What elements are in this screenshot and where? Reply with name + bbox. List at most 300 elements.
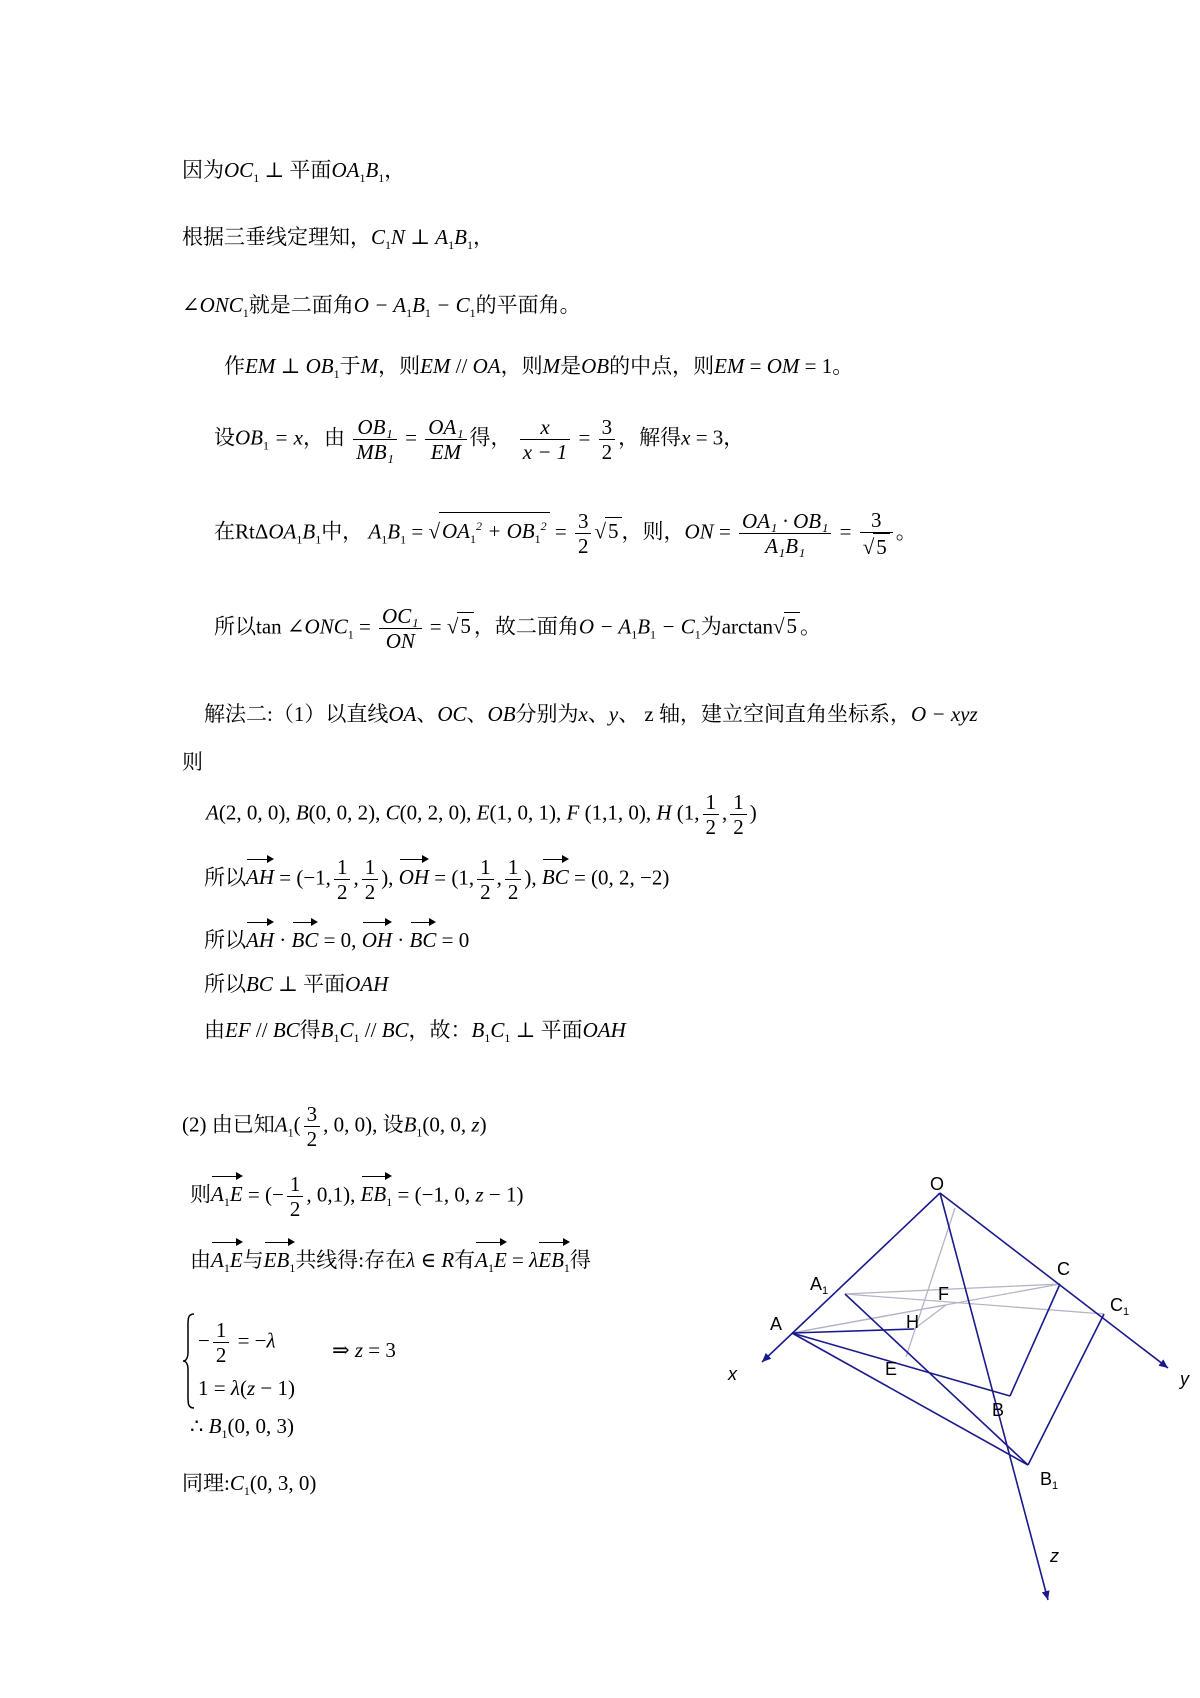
text: Δ	[254, 519, 269, 544]
math: OB	[487, 702, 516, 726]
math: x	[681, 425, 691, 450]
text: ,	[353, 865, 359, 890]
denominator: 2	[507, 880, 519, 904]
text: 、 z 轴，建立空间直角坐标系，	[618, 702, 912, 726]
subscript: 1	[469, 532, 476, 547]
numerator: OA₁	[425, 415, 466, 440]
axis-y	[940, 1193, 1168, 1368]
text: ⊥	[405, 225, 436, 249]
math: A	[206, 800, 219, 825]
fraction	[505, 855, 522, 904]
numerator: OB₁	[353, 415, 397, 440]
label-F: F	[938, 1284, 949, 1304]
math: B	[412, 293, 425, 317]
vector	[538, 1240, 570, 1282]
text: 所以	[204, 972, 246, 996]
math: z	[354, 1338, 364, 1362]
system-line-2	[198, 1374, 295, 1402]
text: ∠	[182, 293, 200, 317]
denominator: 2	[306, 1127, 318, 1151]
subscript: 1	[563, 1261, 570, 1275]
text: =	[353, 614, 377, 639]
text: )	[479, 1112, 487, 1137]
text: (2) 由已知	[182, 1112, 275, 1137]
math: OA	[331, 158, 360, 182]
text: (	[293, 1112, 301, 1137]
math: E	[476, 800, 490, 825]
text: =	[399, 425, 423, 450]
numerator: 3	[860, 508, 893, 533]
text: ,	[722, 800, 728, 825]
subscript: 1	[466, 238, 473, 252]
math: OAH	[582, 1018, 626, 1042]
text: ,	[496, 865, 502, 890]
numerator: 3	[599, 415, 616, 440]
subscript: 1	[534, 532, 541, 547]
text: 设	[214, 425, 235, 450]
line-6: 在$Rt\Delta OA_1B_1$中， $A_1B_1 = √OA_1^2 + OB_1^2$ = $\frac{3}{2}$ √5 ，则，ON = $\frac{\text{OA₁ · OB₁}}{\text{A₁B₁}}$ = $\frac{3}{√5}$ 。	[214, 508, 917, 559]
math: λ	[406, 1248, 416, 1272]
label-x: x	[728, 1364, 737, 1384]
edge-O-E	[906, 1208, 955, 1357]
edge-A1-C1	[845, 1294, 1104, 1314]
label-A: A	[770, 1314, 783, 1334]
math: F	[566, 800, 580, 825]
numerator: 1	[730, 790, 747, 815]
math: OB	[235, 425, 263, 450]
subscript: 1	[223, 1261, 230, 1275]
line-12	[204, 920, 469, 954]
visible-edges	[762, 1193, 1168, 1600]
subscript: 1	[650, 627, 657, 642]
math: OC	[224, 158, 254, 182]
subscript: 1	[359, 171, 366, 185]
text: (1,1, 0),	[579, 800, 657, 825]
superscript: 2	[475, 519, 482, 534]
math: z	[246, 1376, 256, 1400]
text: 得	[299, 1018, 321, 1042]
math: EB	[538, 1248, 564, 1272]
math: = x	[269, 425, 303, 450]
math: OB	[305, 354, 334, 378]
math: H	[656, 800, 672, 825]
subscript: 1	[504, 1031, 511, 1045]
text: (0, 0,	[422, 1112, 472, 1137]
text: (0, 0, 2),	[308, 800, 386, 825]
line-17	[190, 1240, 591, 1282]
text: =	[549, 519, 572, 544]
text: 同理:	[182, 1471, 230, 1495]
text: 则	[182, 750, 203, 774]
numerator: 1	[505, 855, 522, 880]
text: 的平面角。	[475, 293, 581, 317]
fraction	[730, 790, 747, 839]
text: 、	[416, 702, 438, 726]
subscript: 1	[315, 532, 322, 547]
text: ⊥ 平面	[259, 158, 332, 182]
label-E: E	[885, 1359, 898, 1379]
subscript: 1	[631, 627, 638, 642]
math: B	[320, 1018, 334, 1042]
fraction	[379, 604, 421, 653]
superscript: 2	[540, 519, 547, 534]
text: ，	[384, 158, 406, 182]
left-brace	[182, 1312, 196, 1410]
label-B1: $B_1$	[1040, 1469, 1059, 1492]
text: 。	[800, 614, 822, 639]
denominator: 2	[336, 880, 348, 904]
subscript: 1	[221, 1427, 228, 1441]
text: − 1)	[483, 1182, 524, 1207]
math: C	[339, 1018, 354, 1042]
text: //	[250, 1018, 273, 1042]
numerator: 1	[477, 855, 494, 880]
subscript: 1	[448, 238, 455, 252]
denominator: 2	[733, 815, 744, 839]
math: OC	[437, 702, 467, 726]
line-9	[182, 748, 203, 776]
line-10	[206, 790, 757, 839]
text: 有	[454, 1248, 476, 1272]
text: //	[359, 1018, 382, 1042]
vector: OH	[399, 857, 429, 891]
subscript: 1	[287, 1125, 294, 1140]
fraction	[739, 509, 831, 558]
subscript: 1	[406, 306, 413, 320]
denominator: 2	[480, 880, 491, 904]
math: B	[295, 800, 309, 825]
text: 是	[560, 354, 582, 378]
math: EB	[263, 1248, 290, 1272]
subscript: 1	[333, 1031, 340, 1045]
math: OA	[441, 519, 470, 544]
numerator: x	[520, 415, 571, 440]
edge-A-C	[792, 1284, 1060, 1333]
text: 中，	[321, 519, 364, 544]
line-13	[204, 970, 388, 998]
text: 、	[587, 702, 609, 726]
math: A	[435, 225, 449, 249]
math: A	[475, 1248, 488, 1272]
text: (0, 0, 3)	[227, 1414, 294, 1438]
text: 在	[214, 519, 235, 544]
math: − C	[656, 614, 695, 639]
math: y	[608, 702, 619, 726]
math: A	[211, 1182, 224, 1207]
math: B	[208, 1414, 222, 1438]
line-8	[204, 700, 978, 728]
text: 于	[339, 354, 361, 378]
edge-C1-B1	[1028, 1314, 1104, 1465]
vector	[211, 1174, 243, 1216]
denominator: EM	[430, 440, 462, 464]
fraction	[304, 1102, 321, 1151]
math: − C	[430, 293, 470, 317]
math: E	[229, 1182, 243, 1207]
text: 的中点，则	[609, 354, 715, 378]
fraction	[353, 415, 397, 464]
text: 所以	[214, 614, 256, 639]
text: 根据三垂线定理知，	[182, 225, 371, 249]
system-line-1	[198, 1318, 276, 1367]
text: = (−1,	[274, 865, 331, 890]
vector	[211, 1240, 243, 1282]
text: = −	[232, 1328, 267, 1353]
math: B	[387, 519, 401, 544]
text: = 1。	[799, 354, 854, 378]
text: =	[506, 1248, 530, 1272]
line-3	[182, 291, 581, 327]
axis-z	[940, 1193, 1048, 1600]
square-root: 5	[784, 612, 801, 638]
denominator: 2	[601, 440, 613, 464]
text: ⊥ 平面	[510, 1018, 583, 1042]
vector	[361, 1174, 393, 1216]
math: M	[542, 354, 561, 378]
math: OA	[268, 519, 297, 544]
text: − 1)	[255, 1376, 295, 1400]
text: 与	[242, 1248, 264, 1272]
vector: BC	[292, 920, 319, 954]
math: B	[471, 1018, 485, 1042]
text: ，则，	[621, 519, 685, 544]
label-C1: $C_1$	[1110, 1295, 1130, 1318]
square-root	[439, 512, 550, 551]
math: A	[274, 1112, 288, 1137]
math: λ	[230, 1376, 240, 1400]
fraction	[213, 1318, 230, 1367]
label-B: B	[992, 1400, 1005, 1420]
denominator: A₁B₁	[765, 534, 806, 558]
subscript: 1	[253, 171, 260, 185]
line-16	[190, 1172, 523, 1221]
math: B	[403, 1112, 417, 1137]
text: 为	[700, 614, 722, 639]
denominator: MB₁	[356, 440, 394, 464]
text: ，由	[303, 425, 345, 450]
line-1	[182, 156, 405, 192]
numerator: 1	[703, 790, 720, 815]
math: B	[302, 519, 316, 544]
math: OM	[766, 354, 800, 378]
edge-A1-B1	[845, 1294, 1028, 1465]
math: B	[637, 614, 651, 639]
edge-A-B	[792, 1333, 1010, 1396]
math: + OB	[481, 519, 535, 544]
fraction	[520, 415, 571, 464]
text: (2, 0, 0),	[218, 800, 296, 825]
text: //	[450, 354, 473, 378]
math: ONC	[199, 293, 243, 317]
text: = 0,	[318, 928, 362, 952]
subscript: 1	[386, 1195, 393, 1210]
line-2	[182, 223, 494, 259]
math: OB	[581, 354, 610, 378]
text: = 0	[436, 928, 470, 952]
text: =	[834, 519, 857, 544]
math: R	[441, 1248, 455, 1272]
text: =	[713, 519, 737, 544]
denominator: 2	[705, 815, 716, 839]
denominator: 2	[364, 880, 376, 904]
fraction	[287, 1172, 304, 1221]
text: , 0,1),	[306, 1182, 361, 1207]
text: =	[573, 425, 596, 450]
line-11	[204, 855, 669, 904]
denominator: √5	[860, 533, 893, 559]
math: BC	[381, 1018, 409, 1042]
subscript: 1	[484, 1031, 491, 1045]
numerator: 1	[362, 855, 379, 880]
label-H: H	[906, 1312, 919, 1332]
math: ONC	[304, 614, 348, 639]
text: = (−	[242, 1182, 284, 1207]
text: 由	[190, 1248, 211, 1272]
numerator: OA₁ · OB₁	[739, 509, 831, 534]
math: BC	[246, 972, 273, 996]
vector: OH	[362, 920, 392, 954]
subscript: 1	[381, 532, 388, 547]
math: EF	[225, 1018, 251, 1042]
math: O − A	[578, 614, 632, 639]
text: ，解得	[618, 425, 682, 450]
fraction	[425, 415, 466, 464]
text: = (−1, 0,	[392, 1182, 476, 1207]
text: 所以	[204, 928, 246, 952]
subscript: 1	[263, 438, 269, 453]
math: OAH	[345, 972, 389, 996]
text: = (1,	[429, 865, 475, 890]
subscript: 1	[296, 532, 303, 547]
fraction	[575, 509, 592, 558]
numerator: OC₁	[379, 604, 421, 629]
text: 1 =	[198, 1376, 231, 1400]
text: ，则	[500, 354, 543, 378]
math: A	[211, 1248, 224, 1272]
math: x	[578, 702, 588, 726]
text: 。	[895, 519, 917, 544]
subscript: 1	[242, 306, 249, 320]
square-root: 5	[605, 517, 622, 543]
text: =	[744, 354, 767, 378]
denominator: 2	[577, 534, 589, 558]
text: ⊥ 平面	[272, 972, 346, 996]
math: B	[454, 225, 467, 249]
vector: BC	[542, 857, 569, 891]
fraction	[362, 855, 379, 904]
vector: AH	[246, 857, 274, 891]
text: 则	[190, 1182, 211, 1207]
math: z	[475, 1182, 484, 1207]
math: λ	[529, 1248, 539, 1272]
text: 所以	[204, 865, 246, 890]
subscript: 1	[469, 306, 476, 320]
math: A	[368, 519, 382, 544]
subscript: 1	[347, 627, 354, 642]
geometry-figure	[720, 1170, 1200, 1610]
denominator: 2	[215, 1343, 227, 1367]
text: ，	[472, 225, 494, 249]
fraction	[703, 790, 720, 839]
fraction	[599, 415, 616, 464]
text: ，则	[378, 354, 421, 378]
math: E	[493, 1248, 507, 1272]
subscript: 1	[243, 1484, 250, 1498]
fraction	[860, 508, 893, 559]
text: , 0, 0), 设	[323, 1112, 404, 1137]
subscript: 1	[487, 1261, 494, 1275]
text: 得	[569, 1248, 591, 1272]
numerator: 1	[334, 855, 351, 880]
subscript: 1	[378, 171, 385, 185]
label-A1: $A_1$	[810, 1274, 829, 1297]
math: EM	[245, 354, 276, 378]
math: B	[365, 158, 379, 182]
subscript: 1	[289, 1261, 296, 1275]
math: EM	[714, 354, 745, 378]
fraction	[477, 855, 494, 904]
text: ·	[274, 928, 292, 952]
text: 、	[466, 702, 488, 726]
text: (0, 3, 0)	[249, 1471, 317, 1495]
math: O − A	[353, 293, 407, 317]
edge-C-B	[1010, 1284, 1060, 1396]
numerator: 3	[575, 509, 592, 534]
text: (1, 0, 1),	[489, 800, 567, 825]
text: ∈	[415, 1248, 442, 1272]
math: C	[385, 800, 400, 825]
math: N	[391, 225, 406, 249]
math: C	[490, 1018, 505, 1042]
text: ∴	[190, 1414, 209, 1438]
text: ，故：	[408, 1018, 472, 1042]
text: = (0, 2, −2)	[568, 865, 670, 890]
numerator: 1	[213, 1318, 230, 1343]
text: = 3，	[690, 425, 745, 450]
text: 解法二:（1）以直线	[204, 702, 389, 726]
text: =	[424, 614, 447, 639]
text: )	[749, 800, 757, 825]
label-C: C	[1057, 1259, 1070, 1279]
subscript: 1	[400, 532, 407, 547]
subscript: 1	[424, 306, 431, 320]
subscript: 1	[694, 627, 701, 642]
vector: BC	[410, 920, 437, 954]
text: = 3	[363, 1338, 396, 1362]
math: C	[229, 1471, 244, 1495]
subscript: 1	[333, 367, 340, 381]
text: (	[239, 1376, 247, 1400]
line-5	[214, 415, 744, 464]
numerator: 1	[287, 1172, 304, 1197]
square-root: 5	[873, 533, 890, 559]
fraction	[334, 855, 351, 904]
denominator: ON	[385, 629, 415, 653]
math: ON	[684, 519, 714, 544]
math: EB	[360, 1182, 387, 1207]
line-21	[182, 1469, 316, 1505]
line-4	[224, 352, 853, 388]
numerator: 3	[304, 1102, 321, 1127]
vector	[264, 1240, 296, 1282]
math: OA	[388, 702, 417, 726]
text: ),	[524, 865, 542, 890]
math: O − xyz	[911, 702, 978, 726]
text: tan ∠	[256, 614, 305, 639]
text: ⊥	[275, 354, 306, 378]
math: E	[229, 1248, 243, 1272]
text: 作	[224, 354, 245, 378]
